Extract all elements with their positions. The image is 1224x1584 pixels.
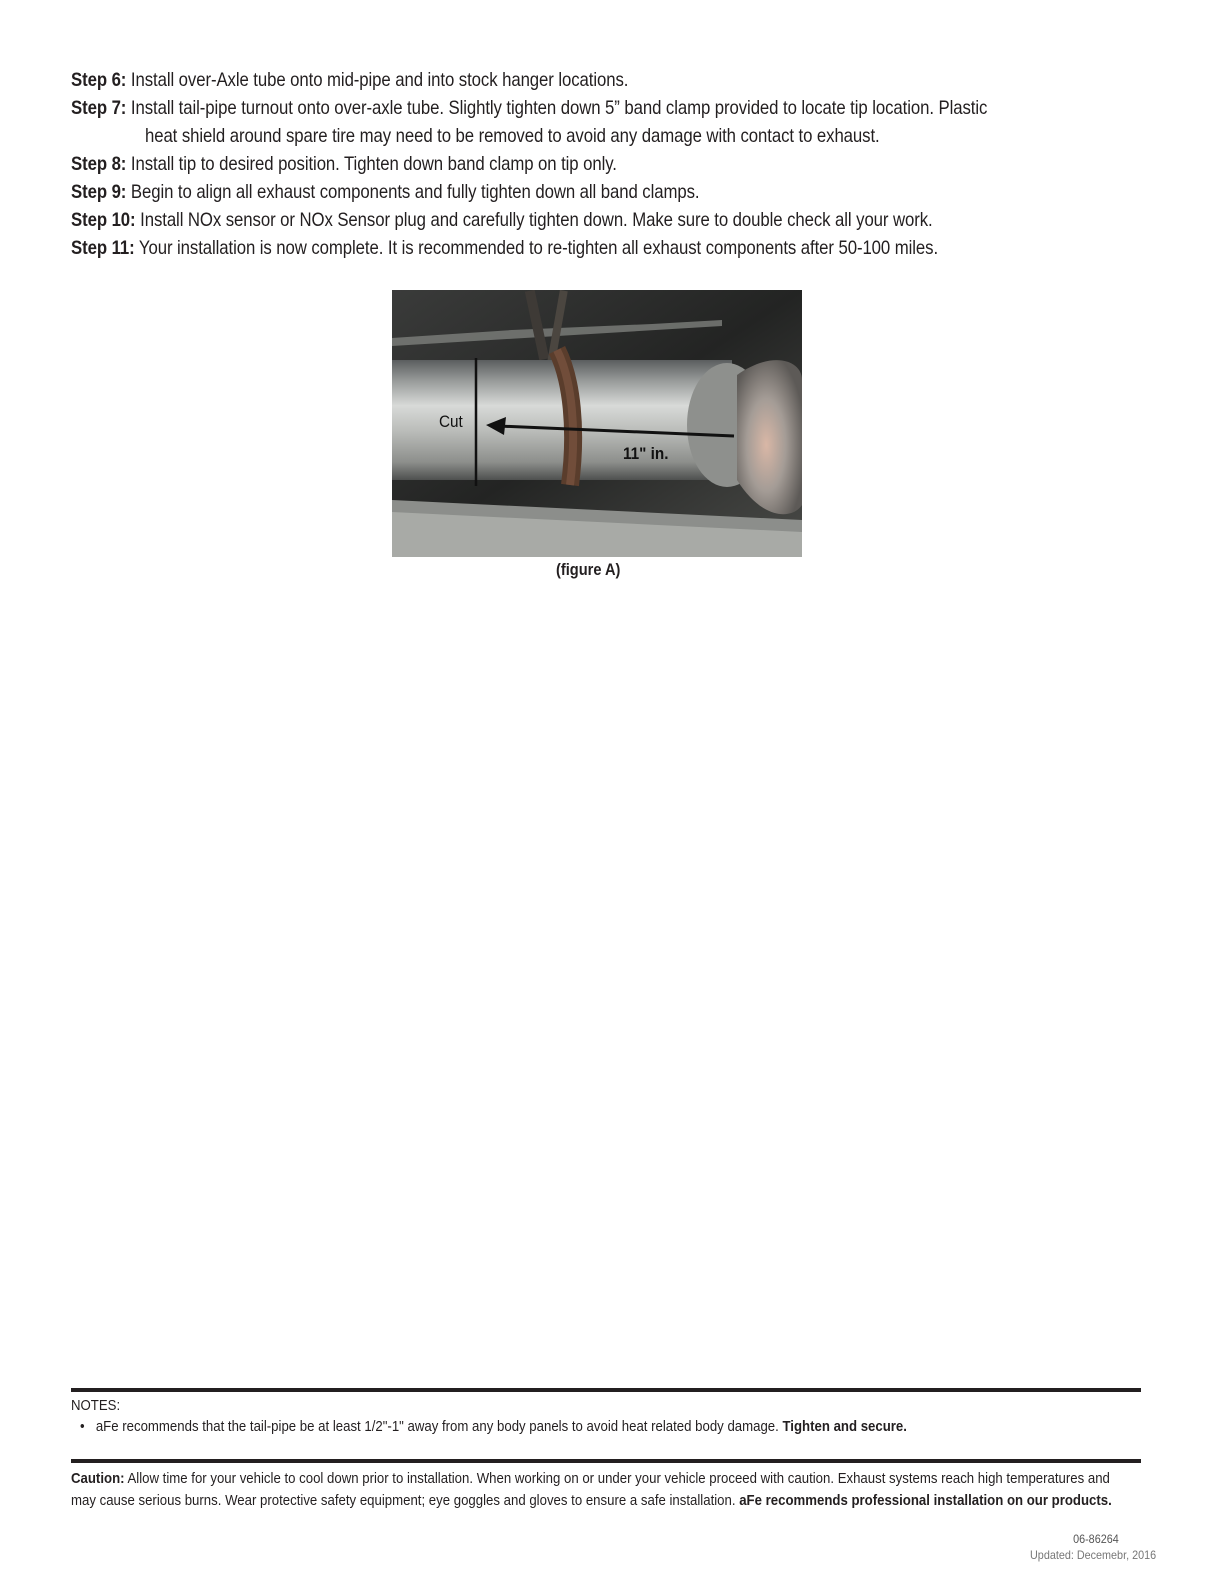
step-11: Step 11: Your installation is now complete. It is recommended to re-tighten all exhaust components after 50-100 miles. bbox=[71, 237, 939, 259]
notes-label: NOTES: bbox=[71, 1397, 121, 1414]
cut-label: Cut bbox=[439, 412, 463, 431]
step-8: Step 8: Install tip to desired position. Tighten down band clamp on tip only. bbox=[71, 153, 617, 175]
length-label: 11" in. bbox=[623, 444, 669, 463]
installation-steps bbox=[71, 66, 1151, 262]
bullet-icon: • bbox=[80, 1418, 85, 1435]
caution-text: Caution: Allow time for your vehicle to cool down prior to installation. When working on or under your vehicle proceed with caution. Exhaust systems reach high temperatures and may cause serious burns. Wear protective safety equipment; eye goggles and gloves to ensure a safe installation. aFe recommends professional installation on our products. bbox=[71, 1470, 1112, 1509]
caution-divider bbox=[71, 1459, 1141, 1463]
step-6: Step 6: Install over-Axle tube onto mid-pipe and into stock hanger locations. bbox=[71, 69, 629, 91]
step-7-continuation: heat shield around spare tire may need to be removed to avoid any damage with contact to exhaust. bbox=[144, 125, 880, 147]
figure-caption: (figure A) bbox=[556, 560, 621, 579]
step-10: Step 10: Install NOx sensor or NOx Sensor plug and carefully tighten down. Make sure to double check all your work. bbox=[71, 209, 933, 231]
notes-divider bbox=[71, 1388, 1141, 1392]
note-item: • aFe recommends that the tail-pipe be at least 1/2"-1" away from any body panels to avoid heat related body damage. Tighten and secure. bbox=[80, 1418, 907, 1435]
updated-date: Updated: Decemebr, 2016 bbox=[1029, 1548, 1156, 1562]
part-number: 06-86264 bbox=[1073, 1532, 1119, 1546]
step-7: Step 7: Install tail-pipe turnout onto over-axle tube. Slightly tighten down 5” band clamp provided to locate tip location. Plastic bbox=[71, 97, 988, 119]
step-9: Step 9: Begin to align all exhaust components and fully tighten down all band clamps. bbox=[71, 181, 700, 203]
figure-a-photo bbox=[392, 290, 802, 557]
